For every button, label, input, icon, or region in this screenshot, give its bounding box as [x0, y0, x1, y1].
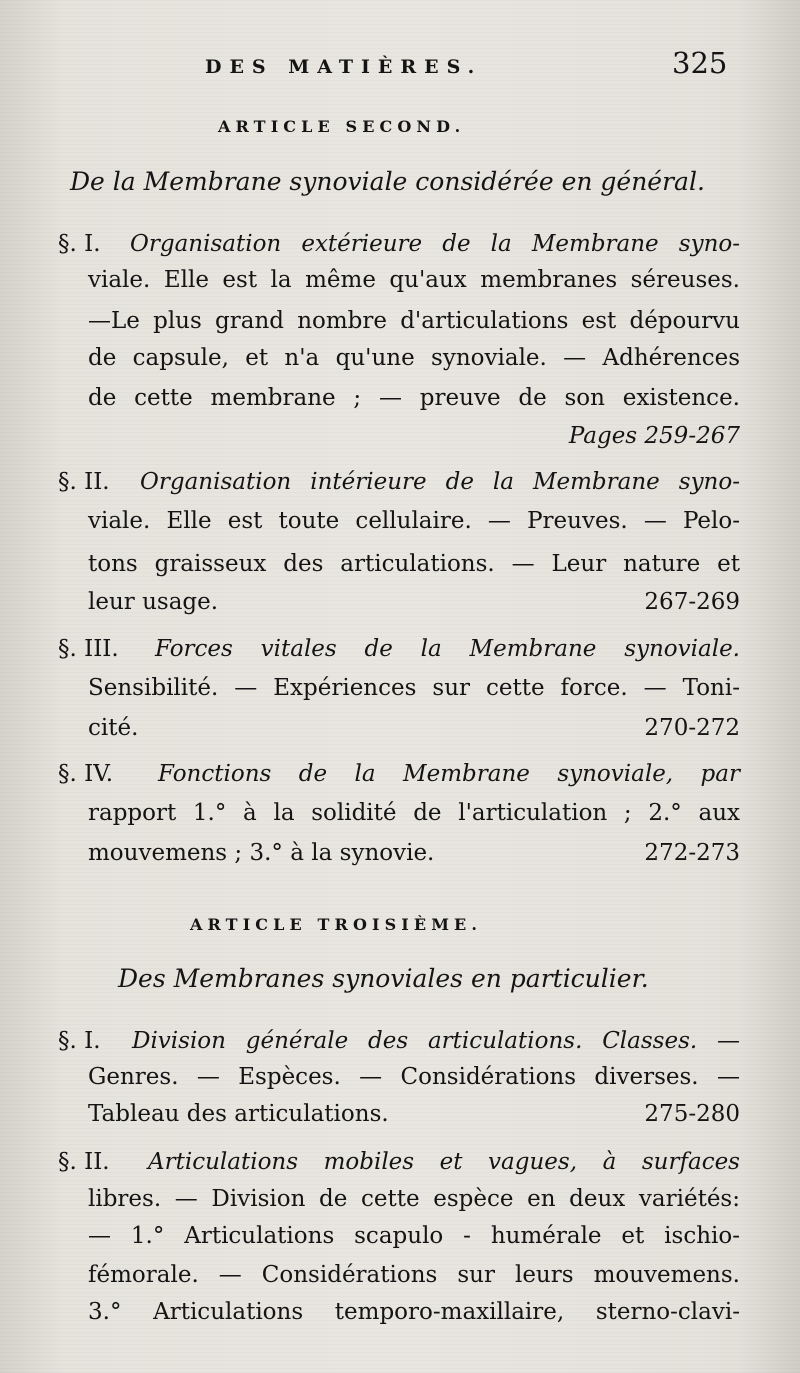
section-marker: §. I. [58, 231, 101, 257]
entry-line: mouvemens ; 3.° à la synovie. [88, 840, 435, 866]
entry-line: Fonctions de la Membrane synoviale, par [158, 761, 740, 787]
entry-line: —Le plus grand nombre d'articulations est dépourvu [88, 308, 740, 334]
article-heading: ARTICLE SECOND. [218, 117, 466, 136]
entry-line: Organisation intérieure de la Membrane syno- [140, 469, 740, 495]
article-subtitle: Des Membranes synoviales en particulier. [118, 964, 649, 993]
entry-line: de cette membrane ; — preuve de son existence. [88, 385, 740, 411]
entry-line: Tableau des articulations. [88, 1101, 389, 1127]
section-marker: §. IV. [58, 761, 114, 787]
entry-line: Forces vitales de la Membrane synoviale. [155, 636, 740, 662]
entry-line: leur usage. [88, 589, 219, 615]
page-range: 267-269 [644, 589, 740, 615]
page-range: 270-272 [644, 715, 740, 741]
page-number: 325 [672, 46, 728, 80]
entry-line: fémorale. — Considérations sur leurs mouvemens. [88, 1262, 740, 1288]
section-marker: §. I. [58, 1028, 101, 1054]
page-range: 275-280 [644, 1101, 740, 1127]
running-header: DES MATIÈRES. [205, 56, 483, 78]
entry-line: Division générale des articulations. Classes. — [132, 1028, 740, 1054]
entry-line: libres. — Division de cette espèce en deux variétés: [88, 1186, 740, 1212]
entry-line: viale. Elle est la même qu'aux membranes séreuses. [88, 267, 740, 293]
entry-line: Genres. — Espèces. — Considérations diverses. — [88, 1064, 740, 1090]
entry-line: de capsule, et n'a qu'une synoviale. — Adhérences [88, 345, 740, 371]
page-range: 272-273 [644, 840, 740, 866]
section-marker: §. III. [58, 636, 119, 662]
entry-line: Organisation extérieure de la Membrane syno- [130, 231, 740, 257]
entry-line: tons graisseux des articulations. — Leur nature et [88, 551, 740, 577]
entry-line: Sensibilité. — Expériences sur cette force. — Toni- [88, 675, 740, 701]
entry-line: cité. [88, 715, 139, 741]
entry-line: 3.° Articulations temporo-maxillaire, sterno-clavi- [88, 1299, 740, 1325]
article-heading: ARTICLE TROISIÈME. [190, 915, 483, 934]
entry-line: rapport 1.° à la solidité de l'articulation ; 2.° aux [88, 800, 740, 826]
page-range: Pages 259-267 [568, 423, 740, 449]
entry-line: viale. Elle est toute cellulaire. — Preuves. — Pelo- [88, 508, 740, 534]
entry-line: — 1.° Articulations scapulo - humérale et ischio- [88, 1223, 740, 1249]
section-marker: §. II. [58, 469, 110, 495]
entry-line: Articulations mobiles et vagues, à surfaces [148, 1149, 740, 1175]
section-marker: §. II. [58, 1149, 110, 1175]
article-subtitle: De la Membrane synoviale considérée en général. [70, 167, 705, 196]
